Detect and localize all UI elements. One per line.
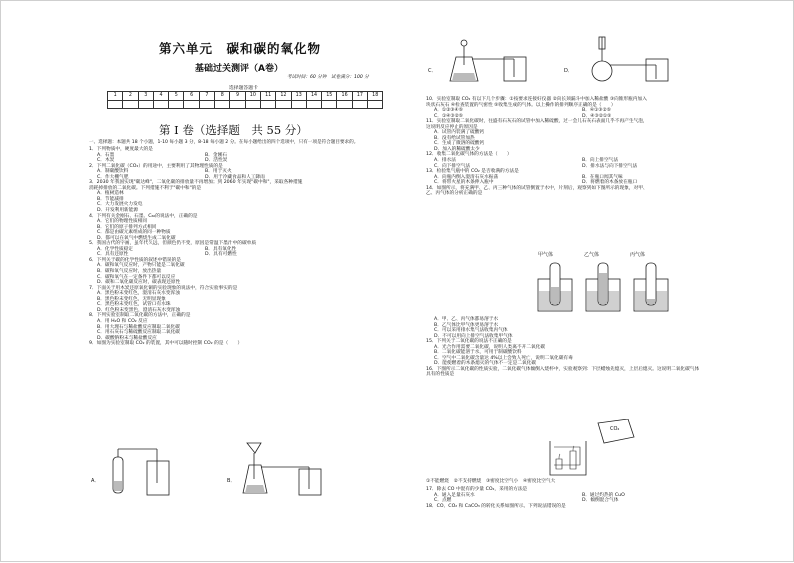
answer-option: C．空气中二氧化碳含量达 4%以上会致人死亡，说明二氧化碳有毒 (434, 355, 573, 361)
apparatus-d-icon (576, 35, 696, 83)
answer-option: A．①②③④⑤ (434, 108, 463, 114)
answer-option: C．可以采用排水集气法收集丙气体 (434, 328, 508, 334)
question-stem: 14．如图所示，将充满甲、乙、丙三种气体的试管倒置于水中，片刻后，观察到如下图所示的现象，对甲、 (426, 185, 648, 191)
answer-card-blank (108, 100, 123, 109)
answer-card-blank (368, 100, 383, 109)
answer-card-blank (291, 100, 306, 109)
answer-option: A．甲、乙、丙气体都易溶于水 (434, 317, 499, 322)
answer-card-number: 11 (260, 92, 275, 101)
diagram-label-b: B． (227, 478, 236, 484)
question-stem: 11．实验室制取二氧化碳时，往盛有石灰石的试管中加入稀硫酸，过一会儿石灰石表面几乎不再产生气泡， (426, 119, 648, 125)
answer-card-number: 3 (138, 92, 153, 101)
answer-card-number: 7 (199, 92, 214, 101)
question-stem: 7．下面关于用木炭还原氧化铜的实验现象的说法中，符合实验事实的是 (89, 285, 238, 291)
diagram-label-c: C． (428, 68, 437, 74)
answer-card-number: 8 (215, 92, 230, 101)
answer-card-blank (337, 100, 352, 109)
answer-option: A．碳和氧气反应时，产物只能是二氧化碳 (97, 263, 185, 269)
answer-option: B．④①③②⑤ (582, 108, 611, 114)
answer-option: C．碳和氧气在一定条件下都可以反应 (97, 274, 176, 280)
answer-option: C．①④③②⑤ (434, 113, 463, 119)
answer-card-number: 1 (108, 92, 123, 101)
answer-option: B．二氧化碳能溶于水，可用于制碳酸饮料 (434, 350, 522, 356)
answer-option: A．制碳酸饮料 (97, 169, 129, 175)
page-title: 第六单元 碳和碳的氧化物 (159, 41, 322, 56)
answer-card-blank (352, 100, 367, 109)
right-column (426, 1, 788, 563)
answer-option: B．向上排空气法 (582, 158, 619, 164)
answer-option: B．用大理石与稀盐酸反应制取二氧化碳 (97, 324, 180, 330)
answer-card-number: 12 (276, 92, 291, 101)
answer-option: B．碳和氧气反应时，放出热量 (97, 269, 162, 275)
answer-option: A．它们的物理性质相同 (97, 219, 148, 225)
properties-line: ①不能燃烧 ②不支持燃烧 ③密度比空气小 ④密度比空气大 (426, 479, 556, 484)
gas-tubes-icon (536, 259, 676, 313)
answer-option: B．节能减排 (97, 196, 124, 202)
answer-option: C．点燃 (434, 498, 452, 504)
gas-label-c: 丙气体 (630, 252, 646, 258)
answer-option: A．排水法 (434, 158, 456, 164)
answer-card-number: 9 (230, 92, 245, 101)
answer-option: A．化学性质稳定 (97, 246, 134, 252)
question-stem-line: 具有的性质是 (426, 372, 455, 378)
answer-option: A．光合作用需要二氧化碳，说明人类离不开二氧化碳 (434, 344, 546, 350)
answer-option: B．通过灼热的 CuO (582, 492, 625, 498)
section-title: 第 I 卷（选择题 共 55 分） (159, 123, 308, 137)
question-stem: 1．下列物质中，硬度最大的是 (89, 147, 153, 152)
question-stem: 13．检验集气瓶中的 CO₂ 是否收满的方法是 (426, 169, 519, 175)
answer-card-table (107, 91, 383, 109)
answer-option: D．将燃着的木条放在瓶口 (582, 180, 638, 186)
answer-card-blank-row (108, 100, 383, 109)
co2-label: CO₂ (610, 426, 620, 432)
right-question-list-2 (426, 317, 754, 378)
answer-option: D．活性炭 (205, 158, 228, 164)
answer-card-blank (123, 100, 138, 109)
answer-option: B．乙气体比甲气体更易溶于水 (434, 322, 499, 328)
answer-card-blank (199, 100, 214, 109)
question-stem-line: 这说明反应停止的原因是 (426, 124, 478, 130)
gas-label-a: 甲气体 (538, 252, 554, 258)
answer-option: A．试管内装满了硫酸钙 (434, 130, 485, 136)
answer-option: B．在瓶口闻其气味 (582, 174, 623, 180)
right-question-list-3 (426, 487, 754, 509)
answer-option: C．用石灰石与稀硫酸反应制取二氧化碳 (97, 330, 180, 336)
properties-block (426, 479, 754, 485)
answer-option: A．黑色粉末变红色，澄清石灰水变浑浊 (97, 291, 180, 297)
q9-diagrams-cd (426, 35, 788, 83)
answer-option: B．它们的原子排列方式相同 (97, 224, 157, 230)
answer-option: B．用于灭火 (205, 169, 232, 175)
answer-option-row (434, 180, 754, 186)
answer-option: B．金刚石 (205, 152, 227, 158)
answer-card-number: 2 (123, 92, 138, 101)
answer-option: A．用 H₂O 和 CO₂ 反应 (97, 318, 148, 324)
q14-gas-tubes-diagram (536, 251, 676, 313)
page-subtitle: 基础过关测评（A卷） (195, 64, 283, 74)
question-stem: 16．下图所示二氧化碳的性质实验，二氧化碳气体倾倒入烧杯中，实验观察到：下层蜡烛先熄灭，上层后熄灭。这说明二氧化碳气体 (426, 366, 700, 372)
answer-card-number: 13 (291, 92, 306, 101)
exam-meta: 考试时间：60 分钟 试卷满分：100 分 (287, 75, 369, 80)
answer-card-blank (215, 100, 230, 109)
q16-co2-beaker-diagram (546, 419, 656, 477)
answer-option: A．向瓶内倒入澄清石灰水振荡 (434, 174, 499, 180)
answer-card-blank (138, 100, 153, 109)
answer-card-blank (169, 100, 184, 109)
answer-option: B．具有氧化性 (205, 246, 237, 252)
answer-option: D．加入的稀硫酸太少 (434, 146, 480, 152)
question-stem: 9．如图为实验室制取 CO₂ 的装置，其中可以随时控制 CO₂ 的是（ ） (89, 341, 243, 347)
answer-option: D．④③②①⑤ (582, 113, 612, 119)
gas-label-b: 乙气体 (584, 252, 600, 258)
answer-option: B．没有给试管加热 (434, 135, 475, 141)
answer-option: D．都可以在氧气中燃烧生成二氧化碳 (97, 235, 176, 241)
question-stem: 18．CO、CO₂ 和 CaCO₃ 的转化关系如图所示。下列说法错误的是 (426, 503, 566, 509)
answer-card-caption: 选择题答题卡 (229, 86, 258, 91)
answer-option: C．生成了微溶的硫酸钙 (434, 141, 485, 147)
answer-option: C．具有还原性 (97, 252, 129, 258)
question-stem-line: 乙、丙气体的分析正确的是 (426, 191, 483, 197)
answer-option: C．大力发展火力发电 (97, 202, 143, 208)
answer-card-blank (322, 100, 337, 109)
answer-option: C．向下排空气法 (434, 163, 471, 169)
answer-card-number: 5 (169, 92, 184, 101)
apparatus-a-icon (101, 443, 201, 499)
answer-option: D．具有可燃性 (205, 252, 237, 258)
answer-option: D．不可以用向上排空气法收集甲气体 (434, 333, 513, 339)
answer-card-blank (260, 100, 275, 109)
answer-option: D．用于冷藏食品和人工降雨 (205, 174, 265, 180)
question-stem-line: 块状石灰石 ④检查装置的气密性 ⑤收集生成的气体。以上操作的排列顺序正确的是（ ） (426, 102, 616, 108)
answer-card-blank (276, 100, 291, 109)
answer-card-number-row (108, 92, 383, 101)
section-instructions: 一、选择题：本题共 18 个小题，1-10 每小题 3 分，8-18 每小题 2 分。在每小题给出的四个选项中，只有一项是符合题目要求的。 (89, 140, 359, 145)
diagram-label-a: A． (91, 478, 100, 484)
answer-option: D．能使燃着的木条熄灭的气体不一定是二氧化碳 (434, 361, 537, 367)
right-question-list-1 (426, 97, 754, 197)
diagram-label-d: D． (564, 68, 573, 74)
answer-option: C．都是由碳元素组成的同一种物质 (97, 230, 171, 236)
answer-card-number: 17 (352, 92, 367, 101)
q9-diagrams-ab (89, 439, 414, 499)
answer-card-number: 10 (245, 92, 260, 101)
answer-card-number: 6 (184, 92, 199, 101)
question-stem: 12．收集二氧化碳气体的方法是（ ） (426, 152, 512, 158)
answer-card-number: 15 (322, 92, 337, 101)
answer-option: C．木炭 (97, 158, 115, 164)
question-stem: 10．实验室制取 CO₂ 有以下几个步骤：①按要求连接好仪器 ②向长颈漏斗中加入稀盐酸 ③向锥形瓶内加入 (426, 97, 647, 102)
answer-card-blank (230, 100, 245, 109)
answer-card-blank (184, 100, 199, 109)
left-question-list (89, 147, 414, 347)
answer-option: A．植树造林 (97, 191, 124, 197)
answer-option: A．通入足量石灰水 (434, 492, 475, 498)
answer-option-row (434, 498, 754, 504)
question-stem: 2．下列二氧化碳（CO₂）的用途中，主要利用了其物理性质的是 (89, 163, 223, 169)
question-stem: 6．下列关于碳的化学性质的叙述中错误的是 (89, 257, 182, 263)
left-column (89, 1, 414, 563)
answer-option: C．作大棚气肥 (97, 174, 129, 180)
answer-option: B．黑色粉末变红色，无明显现象 (97, 296, 166, 302)
question-stem: 3．2030 年我国实现"碳达峰"，二氧化碳的排放量不再增加；到 2060 年实现"碳中和"，采取各种措施 (89, 180, 303, 186)
answer-option: C．黑色粉末变红色，试管口有水珠 (97, 302, 171, 308)
apparatus-b-icon (239, 439, 359, 499)
answer-card-number: 16 (337, 92, 352, 101)
answer-option: D．碳和二氧化碳反应时，碳表现还原性 (97, 280, 181, 286)
answer-option: A．石墨 (97, 152, 115, 158)
answer-option: D．红色粉末变黑色，澄清石灰水变浑浊 (97, 307, 181, 313)
answer-option: C．将带火星的木条伸入瓶中 (434, 180, 494, 186)
question-stem: 17．除去 CO 中混有的少量 CO₂，采用的方法是 (426, 487, 528, 492)
answer-card-blank (245, 100, 260, 109)
answer-card-number: 4 (153, 92, 168, 101)
answer-card-number: 18 (368, 92, 383, 101)
answer-option: D．排水法与向下排空气法 (582, 163, 638, 169)
question-stem: 5．我国古代的字画，虽年代久远，但颜色仍不变，原因是常温下墨汁中的碳单质 (89, 241, 257, 247)
answer-card-blank (153, 100, 168, 109)
answer-option: D．倾倒混合气体 (582, 498, 619, 504)
question-stem: 15．下列关于二氧化碳的说法不正确的是 (426, 339, 512, 345)
answer-card-blank (306, 100, 321, 109)
answer-option: D．开发利用新能源 (97, 208, 139, 214)
question-stem: 4．下列有关金刚石、石墨、C₆₀的说法中，正确的是 (89, 213, 198, 219)
answer-option: D．碳酸钠粉末与稀盐酸反应 (97, 335, 157, 341)
apparatus-c-icon (440, 35, 560, 83)
question-stem-line: 消耗掉排放的二氧化碳。下列措施不利于"碳中和"的是 (89, 185, 202, 191)
answer-card-number: 14 (306, 92, 321, 101)
question-stem: 8．下列实验室制取二氧化碳的方法中，正确的是 (89, 313, 191, 319)
co2-beaker-icon (546, 419, 656, 477)
